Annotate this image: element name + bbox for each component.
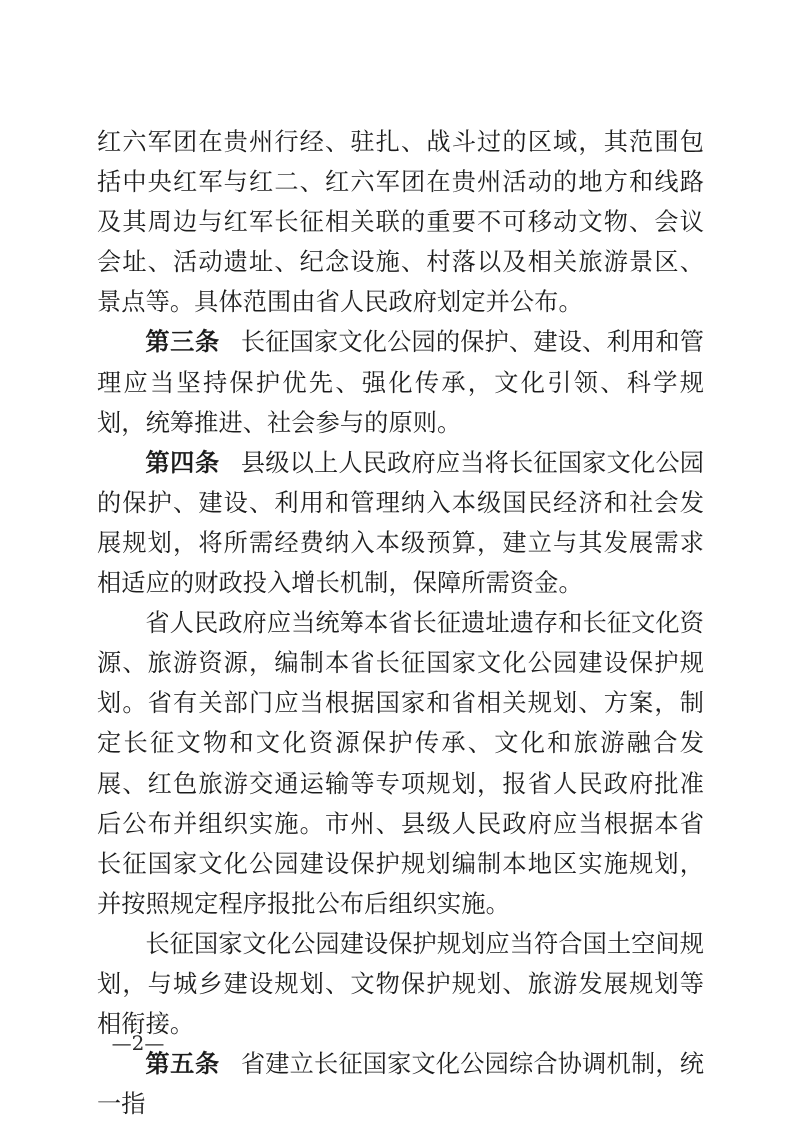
article-label-four: 第四条 (145, 448, 220, 477)
paragraph-continuation-article-two (97, 122, 704, 322)
paragraph-text: 红六军团在贵州行经、驻扎、战斗过的区域，其范围包括中央红军与红二、红六军团在贵州活动的地方和线路及其周边与红军长征相关联的重要不可移动文物、会议会址、活动遗址、纪念设施、村落以及相关旅游景区、景点等。具体范围由省人民政府划定并公布。 (97, 128, 704, 317)
paragraph-text: 长征国家文化公园的保护、建设、利用和管理应当坚持保护优先、强化传承，文化引领、科学规划，统筹推进、社会参与的原则。 (97, 328, 704, 437)
paragraph-article-three (97, 322, 704, 442)
paragraph-article-four-sub-one (97, 603, 704, 924)
paragraph-text: 省人民政府应当统筹本省长征遗址遗存和长征文化资源、旅游资源，编制本省长征国家文化公园建设保护规划。省有关部门应当根据国家和省相关规划、方案，制定长征文物和文化资源保护传承、文化和旅游融合发展、红色旅游交通运输等专项规划，报省人民政府批准后公布并组织实施。市州、县级人民政府应当根据本省长征国家文化公园建设保护规划编制本地区实施规划，并按照规定程序报批公布后组织实施。 (97, 609, 705, 918)
article-label-three: 第三条 (145, 328, 220, 357)
page-number: —2— (111, 1031, 165, 1055)
document-text-column (97, 122, 704, 1124)
paragraph-article-four-sub-two (97, 924, 704, 1044)
paragraph-text: 省建立长征国家文化公园综合协调机制，统一指 (97, 1050, 704, 1119)
paragraph-article-five (97, 1044, 704, 1124)
paragraph-article-four (97, 443, 704, 603)
article-label-five: 第五条 (145, 1050, 220, 1079)
paragraph-text: 长征国家文化公园建设保护规划应当符合国土空间规划，与城乡建设规划、文物保护规划、旅游发展规划等相衔接。 (97, 929, 705, 1039)
paragraph-text: 县级以上人民政府应当将长征国家文化公园的保护、建设、利用和管理纳入本级国民经济和社会发展规划，将所需经费纳入本级预算，建立与其发展需求相适应的财政投入增长机制，保障所需资金。 (97, 448, 704, 598)
